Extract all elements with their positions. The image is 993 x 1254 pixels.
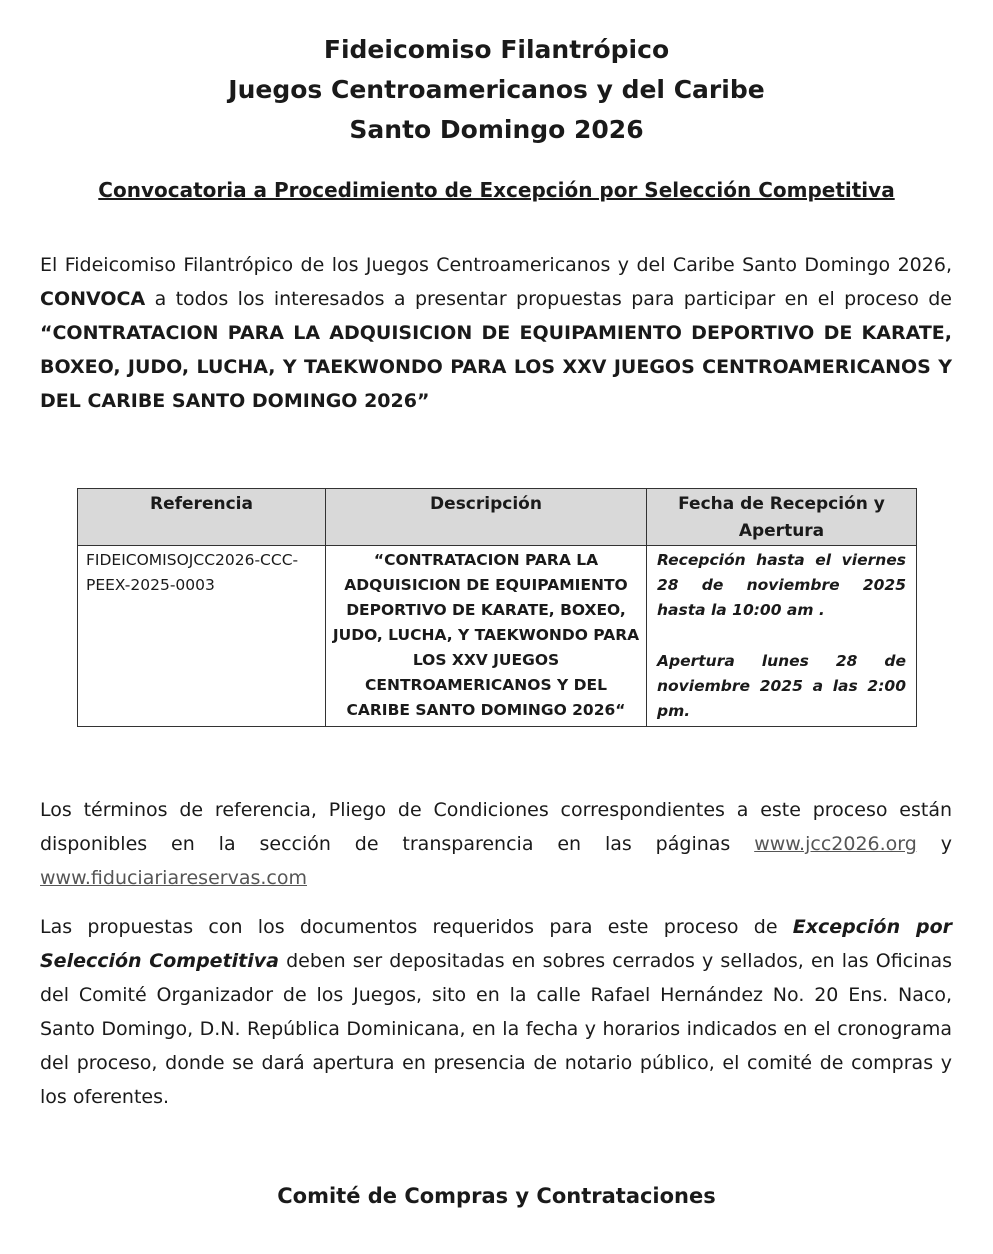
header-description: Descripción <box>326 489 647 546</box>
intro-paragraph <box>40 248 952 418</box>
intro-convoca: CONVOCA <box>40 288 146 310</box>
terms-paragraph <box>40 793 952 895</box>
header-line-2: Juegos Centroamericanos y del Caribe <box>228 75 765 104</box>
proposals-text-b: deben ser depositadas en sobres cerrados y sellados, en las Oficinas del Comité Organizador de los Juegos, sito en la calle Rafael Hernández No. 20 Ens. Naco, Santo Domingo, D.N. República Dominicana, en la fecha y horarios indicados en el cronograma del proceso, donde se dará apertura en presencia de notario público, el comité de compras y los oferentes. <box>40 950 952 1108</box>
intro-process-title: “CONTRATACION PARA LA ADQUISICION DE EQUIPAMIENTO DEPORTIVO DE KARATE, BOXEO, JUDO, LUCHA, Y TAEKWONDO PARA LOS XXV JUEGOS CENTROAMERICANOS Y DEL CARIBE SANTO DOMINGO 2026” <box>40 322 952 412</box>
proposals-text-a: Las propuestas con los documentos requeridos para este proceso de <box>40 916 793 938</box>
header-line-1: Fideicomiso Filantrópico <box>323 35 670 64</box>
proposals-paragraph <box>40 910 952 1114</box>
document-subtitle: Convocatoria a Procedimiento de Excepción por Selección Competitiva <box>98 178 895 202</box>
proposals-emphasis: Excepción por Selección Competitiva <box>40 916 953 972</box>
header-date: Fecha de Recepción y Apertura <box>647 489 917 546</box>
terms-text-a: Los términos de referencia, Pliego de Condiciones correspondientes a este proceso están disponibles en la sección de transparencia en las páginas <box>40 799 952 855</box>
document-header <box>0 30 993 150</box>
reference-table <box>77 488 917 727</box>
header-reference: Referencia <box>78 489 326 546</box>
signature: Comité de Compras y Contrataciones <box>277 1184 716 1208</box>
link-jcc2026[interactable]: www.jcc2026.org <box>754 833 917 855</box>
link-fiduciariareservas[interactable]: www.fiduciariareservas.com <box>40 867 307 889</box>
reception-text: Recepción hasta el viernes 28 de noviembre 2025 hasta la 10:00 am . <box>657 551 906 619</box>
intro-text-b: a todos los interesados a presentar propuestas para participar en el proceso de <box>145 288 952 310</box>
cell-description: “CONTRATACION PARA LA ADQUISICION DE EQUIPAMIENTO DEPORTIVO DE KARATE, BOXEO, JUDO, LUCHA, Y TAEKWONDO PARA LOS XXV JUEGOS CENTROAMERICANOS Y DEL CARIBE SANTO DOMINGO 2026“ <box>326 546 647 727</box>
opening-text: Apertura lunes 28 de noviembre 2025 a las 2:00 pm. <box>657 652 906 720</box>
cell-date <box>647 546 917 727</box>
intro-text-a: El Fideicomiso Filantrópico de los Juegos Centroamericanos y del Caribe Santo Domingo 2026, <box>40 254 952 276</box>
table-header-row <box>78 489 917 546</box>
terms-text-b: y <box>916 833 952 855</box>
table-row <box>78 546 917 727</box>
header-line-3: Santo Domingo 2026 <box>349 115 644 144</box>
cell-reference: FIDEICOMISOJCC2026-CCC-PEEX-2025-0003 <box>78 546 326 727</box>
